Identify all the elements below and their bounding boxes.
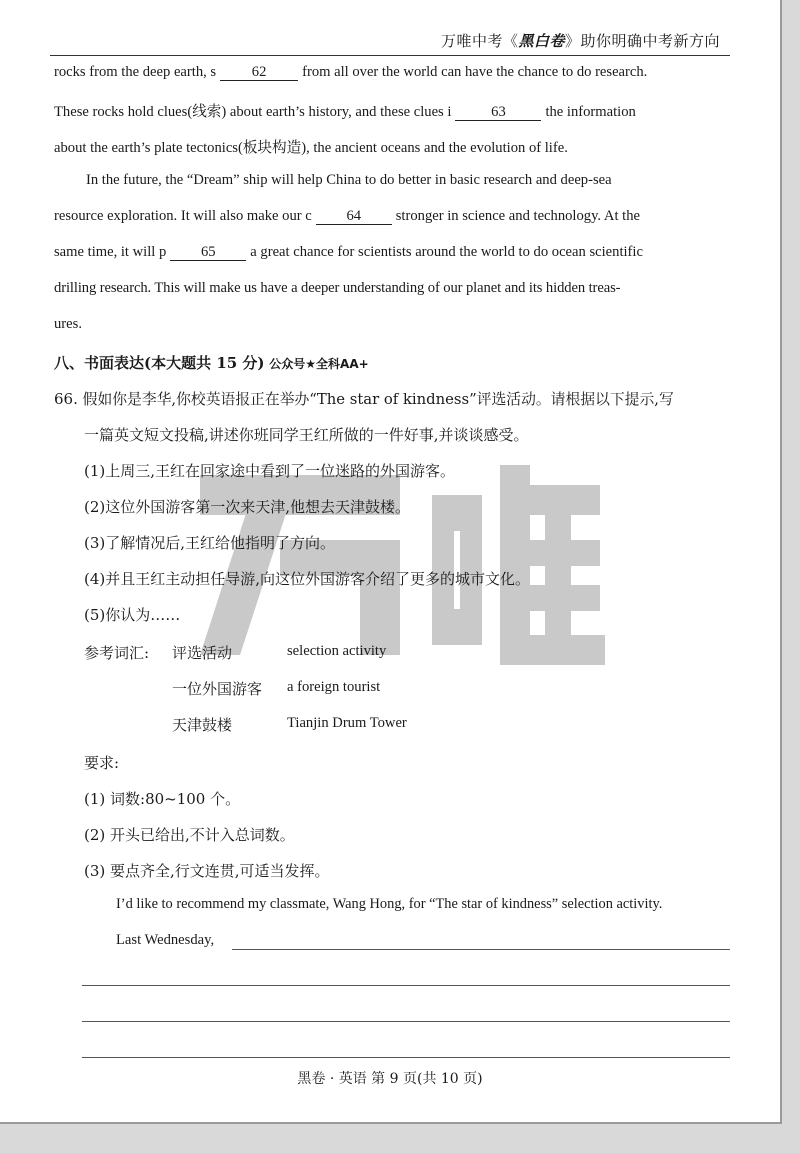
question-text: 假如你是李华,你校英语报正在举办“The star of kindness”评选活动。请根据以下提示,写 bbox=[82, 391, 674, 408]
answer-line-2[interactable] bbox=[82, 985, 730, 986]
hint-1: (1)上周三,王红在回家途中看到了一位迷路的外国游客。 bbox=[84, 462, 456, 480]
hint-5: (5)你认为…… bbox=[84, 606, 181, 624]
passage-text: rocks from the deep earth, s bbox=[54, 64, 217, 80]
hint-3: (3)了解情况后,王红给他指明了方向。 bbox=[84, 534, 336, 552]
requirement-2: (2) 开头已给出,不计入总词数。 bbox=[84, 826, 295, 844]
wanwei-watermark bbox=[170, 455, 620, 675]
header-brand: 黑白卷 bbox=[518, 32, 565, 50]
passage-text: a great chance for scientists around the world to do ocean scientific bbox=[250, 244, 643, 260]
opening-sentence: I’d like to recommend my classmate, Wang Hong, for “The star of kindness” selection activity. bbox=[116, 896, 663, 912]
question-number: 66. bbox=[54, 390, 78, 408]
header-prefix: 万唯中考《 bbox=[440, 32, 519, 50]
blank-65: 65 bbox=[170, 244, 246, 261]
requirement-3: (3) 要点齐全,行文连贯,可适当发挥。 bbox=[84, 862, 330, 880]
passage-line-6 bbox=[54, 244, 643, 261]
answer-line-3[interactable] bbox=[82, 1021, 730, 1022]
section-tag: 公众号★全科AA+ bbox=[269, 357, 369, 371]
answer-line-4[interactable] bbox=[82, 1057, 730, 1058]
vocab-zh-3: 天津鼓楼 bbox=[172, 716, 233, 734]
passage-line-7: drilling research. This will make us have a deeper understanding of our planet and its hidden treas- bbox=[54, 280, 621, 296]
passage-text: These rocks hold clues(线索) about earth’s history, and these clues i bbox=[54, 104, 452, 120]
passage-text: same time, it will p bbox=[54, 244, 167, 260]
vocab-en-3: Tianjin Drum Tower bbox=[287, 715, 407, 731]
question-66-line-1 bbox=[54, 388, 674, 409]
section-8-heading bbox=[54, 352, 369, 373]
vocab-zh-2: 一位外国游客 bbox=[172, 680, 263, 698]
page-header bbox=[441, 30, 720, 51]
hint-2: (2)这位外国游客第一次来天津,他想去天津鼓楼。 bbox=[84, 498, 411, 516]
blank-63: 63 bbox=[455, 104, 541, 121]
passage-text: resource exploration. It will also make our c bbox=[54, 208, 312, 224]
hint-4: (4)并且王红主动担任导游,向这位外国游客介绍了更多的城市文化。 bbox=[84, 570, 531, 588]
passage-text: from all over the world can have the chance to do research. bbox=[302, 64, 648, 80]
blank-62: 62 bbox=[220, 64, 298, 81]
page-footer: 黑卷 · 英语 第 9 页(共 10 页) bbox=[297, 1071, 483, 1087]
opening-last-wednesday: Last Wednesday, bbox=[116, 932, 215, 948]
vocab-en-2: a foreign tourist bbox=[287, 679, 381, 695]
passage-line-4: In the future, the “Dream” ship will help China to do better in basic research and deep-sea bbox=[86, 172, 612, 188]
passage-text: stronger in science and technology. At the bbox=[395, 208, 640, 224]
blank-64: 64 bbox=[316, 208, 392, 225]
passage-line-8: ures. bbox=[54, 316, 82, 332]
vocab-en-1: selection activity bbox=[287, 643, 387, 659]
passage-line-3: about the earth’s plate tectonics(板块构造), the ancient oceans and the evolution of life. bbox=[54, 140, 568, 156]
requirements-label: 要求: bbox=[84, 754, 120, 772]
passage-text: the information bbox=[545, 104, 636, 120]
passage-line-2 bbox=[54, 100, 636, 121]
section-title: 八、书面表达(本大题共 15 分) bbox=[54, 354, 265, 372]
header-rule bbox=[50, 55, 730, 56]
vocab-label: 参考词汇: bbox=[84, 644, 150, 662]
passage-line-1 bbox=[54, 64, 647, 81]
question-66-line-2: 一篇英文短文投稿,讲述你班同学王红所做的一件好事,并谈谈感受。 bbox=[84, 426, 529, 444]
vocab-zh-1: 评选活动 bbox=[172, 644, 233, 662]
requirement-1: (1) 词数:80~100 个。 bbox=[84, 790, 241, 808]
watermark-label: 万唯 bbox=[170, 455, 172, 456]
answer-line-1[interactable] bbox=[232, 949, 730, 950]
passage-line-5 bbox=[54, 208, 640, 225]
header-suffix: 》助你明确中考新方向 bbox=[564, 32, 720, 50]
